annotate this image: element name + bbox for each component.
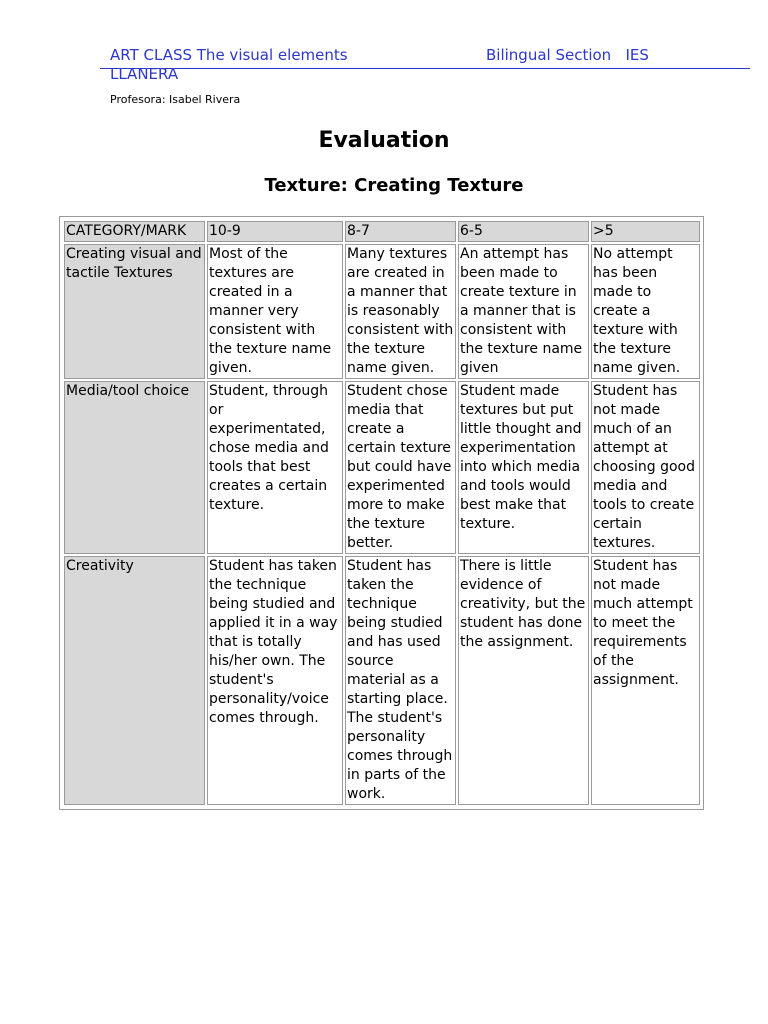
criteria-cell: Student made textures but put little thought and experimentation into which media and tools would best make that texture. <box>458 381 589 554</box>
page-title: Evaluation <box>318 128 450 153</box>
page-subtitle: Texture: Creating Texture <box>264 175 524 196</box>
category-cell: Creativity <box>64 556 205 805</box>
criteria-cell: Student chose media that create a certain texture but could have experimented more to make the texture better. <box>345 381 456 554</box>
criteria-cell: No attempt has been made to create a texture with the texture name given. <box>591 244 700 379</box>
criteria-cell: Student has taken the technique being studied and has used source material as a starting place. The student's personality comes through in parts of the work. <box>345 556 456 805</box>
criteria-cell: Student has not made much attempt to meet the requirements of the assignment. <box>591 556 700 805</box>
table-row <box>64 244 700 379</box>
header-course-title: ART CLASS The visual elements LLANERA <box>110 46 348 83</box>
table-row <box>64 556 700 805</box>
header-cell-mark: 8-7 <box>345 221 456 242</box>
teacher-name: Profesora: Isabel Rivera <box>110 93 241 106</box>
rubric-table-frame <box>59 216 704 810</box>
header-cell-mark: 6-5 <box>458 221 589 242</box>
criteria-cell: An attempt has been made to create texture in a manner that is consistent with the texture name given <box>458 244 589 379</box>
header-rule <box>100 68 750 69</box>
header-section: Bilingual Section IES <box>486 46 649 64</box>
criteria-cell: Most of the textures are created in a manner very consistent with the texture name given. <box>207 244 343 379</box>
header-cell-mark: 10-9 <box>207 221 343 242</box>
criteria-cell: There is little evidence of creativity, but the student has done the assignment. <box>458 556 589 805</box>
header-cell-category: CATEGORY/MARK <box>64 221 205 242</box>
criteria-cell: Many textures are created in a manner that is reasonably consistent with the texture name given. <box>345 244 456 379</box>
category-cell: Creating visual and tactile Textures <box>64 244 205 379</box>
category-cell: Media/tool choice <box>64 381 205 554</box>
header-cell-mark: >5 <box>591 221 700 242</box>
rubric-table <box>62 219 702 807</box>
rubric-header-row <box>64 221 700 242</box>
criteria-cell: Student, through or experimentated, chose media and tools that best creates a certain texture. <box>207 381 343 554</box>
table-row <box>64 381 700 554</box>
page-header <box>0 46 750 83</box>
criteria-cell: Student has not made much of an attempt at choosing good media and tools to create certain textures. <box>591 381 700 554</box>
criteria-cell: Student has taken the technique being studied and applied it in a way that is totally his/her own. The student's personality/voice comes through. <box>207 556 343 805</box>
